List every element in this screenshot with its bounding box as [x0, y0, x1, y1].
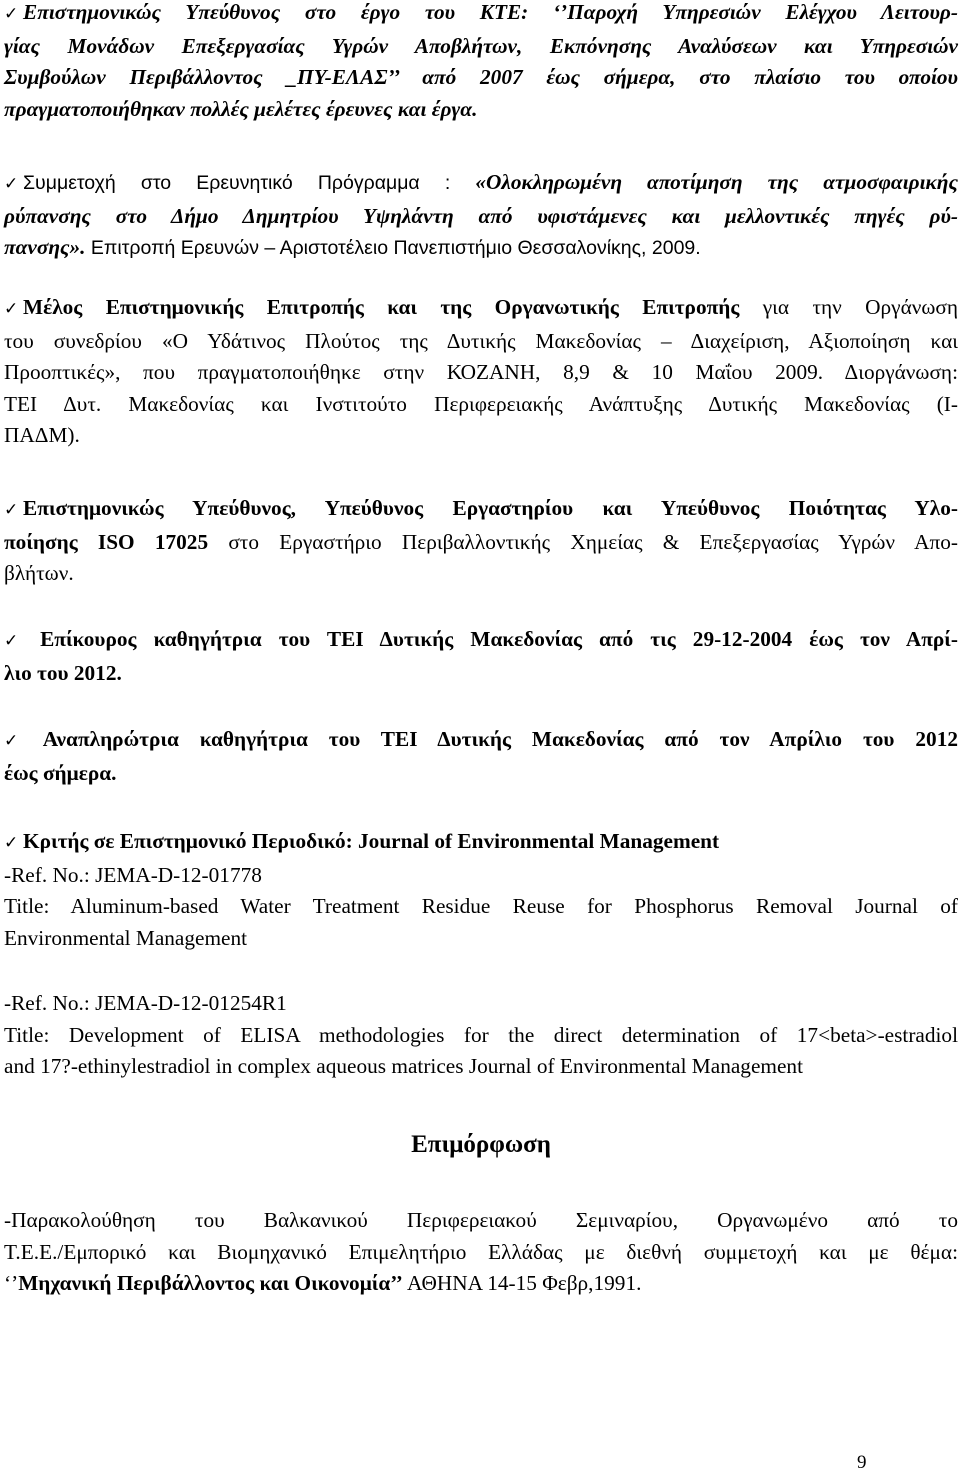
- committee-line-3: Προοπτικές», που πραγματοποιήθηκε στην ΚΟΖΑΝΗ, 8,9 & 10 Μαΐου 2009. Διοργάνωση:: [4, 360, 958, 384]
- research-committee: Επιτροπή Ερευνών – Αριστοτέλειο Πανεπιστήμιο Θεσσαλονίκης, 2009.: [85, 237, 701, 259]
- checkmark-icon: ✓: [4, 631, 19, 651]
- item-reviewer-ref-2: [4, 988, 958, 1083]
- committee-line-5: ΠΑΔΜ).: [4, 423, 80, 447]
- checkmark-icon: ✓: [4, 174, 19, 194]
- item-assistant-professor: [4, 624, 958, 689]
- committee-line-2: του συνεδρίου «Ο Υδάτινος Πλούτος της Δυτικής Μακεδονίας – Διαχείριση, Αξιοποίηση και: [4, 328, 958, 353]
- reviewer-title: Κριτής σε Επιστημονικό Περιοδικό: Journal of Environmental Management: [23, 829, 720, 853]
- kte-line-3: Συμβούλων Περιβάλλοντος _ΠΥ-ΕΛΑΣ’’ από 2007 έως σήμερα, στο πλαίσιο του οποίου: [4, 65, 958, 89]
- kte-line-4: πραγματοποιήθηκαν πολλές μελέτες έρευνες και έργα.: [4, 96, 478, 121]
- training-location-date: ΑΘΗΝΑ 14-15 Φεβρ,1991.: [402, 1271, 642, 1295]
- item-lab: [4, 493, 958, 590]
- training-topic: Μηχανική Περιβάλλοντος και Οικονομία’’: [18, 1271, 403, 1295]
- kte-line-1: Επιστημονικώς Υπεύθυνος στο έργο του ΚΤΕ: ‘’Παροχή Υπηρεσιών Ελέγχου Λειτουρ-: [23, 0, 958, 24]
- training-paragraph: [4, 1205, 958, 1300]
- lab-line-1: Επιστημονικώς Υπεύθυνος, Υπεύθυνος Εργαστηρίου και Υπεύθυνος Ποιότητας Υλο-: [23, 496, 958, 520]
- item-kte: [4, 0, 958, 125]
- item-reviewer: [4, 826, 958, 954]
- lab-iso: ποίησης ISO 17025: [4, 529, 209, 554]
- assistant-line-2: λιο του 2012.: [4, 660, 122, 685]
- checkmark-icon: ✓: [4, 4, 19, 24]
- item-research-program: [4, 167, 958, 265]
- reviewer-ref-1-title-2: Environmental Management: [4, 925, 248, 950]
- research-title-3: πανσης».: [4, 235, 86, 259]
- reviewer-ref-2-title-1: Title: Development of ELISA methodologies for the direct determination of 17<beta>-estradiol: [4, 1022, 958, 1047]
- item-associate-professor: [4, 724, 958, 789]
- research-title-2: ρύπανσης στο Δήμο Δημητρίου Υψηλάντη από υφιστάμενες και μελλοντικές πηγές ρύ-: [4, 203, 958, 228]
- reviewer-ref-1-title-1: Title: Aluminum-based Water Treatment Residue Reuse for Phosphorus Removal Journal of: [4, 894, 958, 918]
- research-prefix: Συμμετοχή στο Ερευνητικό Πρόγραμμα :: [23, 172, 476, 194]
- committee-line-4: ΤΕΙ Δυτ. Μακεδονίας και Ινστιτούτο Περιφερειακής Ανάπτυξης Δυτικής Μακεδονίας (Ι-: [4, 391, 958, 416]
- reviewer-ref-2-title-2: and 17?-ethinylestradiol in complex aqueous matrices Journal of Environmental Management: [4, 1054, 803, 1078]
- lab-line-3: βλήτων.: [4, 561, 74, 585]
- training-line-1: -Παρακολούθηση του Βαλκανικού Περιφερειακού Σεμιναρίου, Οργανωμένο από το: [4, 1208, 958, 1232]
- committee-role: Μέλος Επιστημονικής Επιτροπής και της Οργανωτικής Επιτροπής: [23, 295, 740, 319]
- reviewer-ref-1: -Ref. No.: JEMA-D-12-01778: [4, 862, 262, 887]
- training-quote-open: ‘’: [4, 1271, 19, 1295]
- reviewer-ref-2: -Ref. No.: JEMA-D-12-01254R1: [4, 991, 287, 1015]
- associate-line-1: Αναπληρώτρια καθηγήτρια του ΤΕΙ Δυτικής Μακεδονίας από τον Απρίλιο του 2012: [23, 727, 958, 751]
- section-heading-training: Επιμόρφωση: [411, 1131, 551, 1158]
- research-title-1: «Ολοκληρωμένη αποτίμηση της ατμοσφαιρικής: [475, 170, 958, 194]
- item-committee: [4, 292, 958, 452]
- page-number: 9: [857, 1452, 867, 1473]
- training-line-2: Τ.Ε.Ε./Εμπορικό και Βιομηχανικό Επιμελητήριο Ελλάδας με διεθνή συμμετοχή και με θέμα:: [4, 1239, 958, 1264]
- committee-line-1-rest: για την Οργάνωση: [739, 295, 959, 319]
- checkmark-icon: ✓: [4, 500, 19, 520]
- kte-line-2: γίας Μονάδων Επεξεργασίας Υγρών Αποβλήτων, Εκπόνησης Αναλύσεων και Υπηρεσιών: [4, 33, 958, 58]
- lab-line-2-rest: στο Εργαστήριο Περιβαλλοντικής Χημείας & Επεξεργασίας Υγρών Απο-: [208, 529, 958, 554]
- checkmark-icon: ✓: [4, 731, 19, 751]
- checkmark-icon: ✓: [4, 833, 19, 853]
- assistant-line-1: Επίκουρος καθηγήτρια του ΤΕΙ Δυτικής Μακεδονίας από τις 29-12-2004 έως τον Απρί-: [23, 627, 958, 651]
- checkmark-icon: ✓: [4, 299, 19, 319]
- associate-line-2: έως σήμερα.: [4, 760, 117, 785]
